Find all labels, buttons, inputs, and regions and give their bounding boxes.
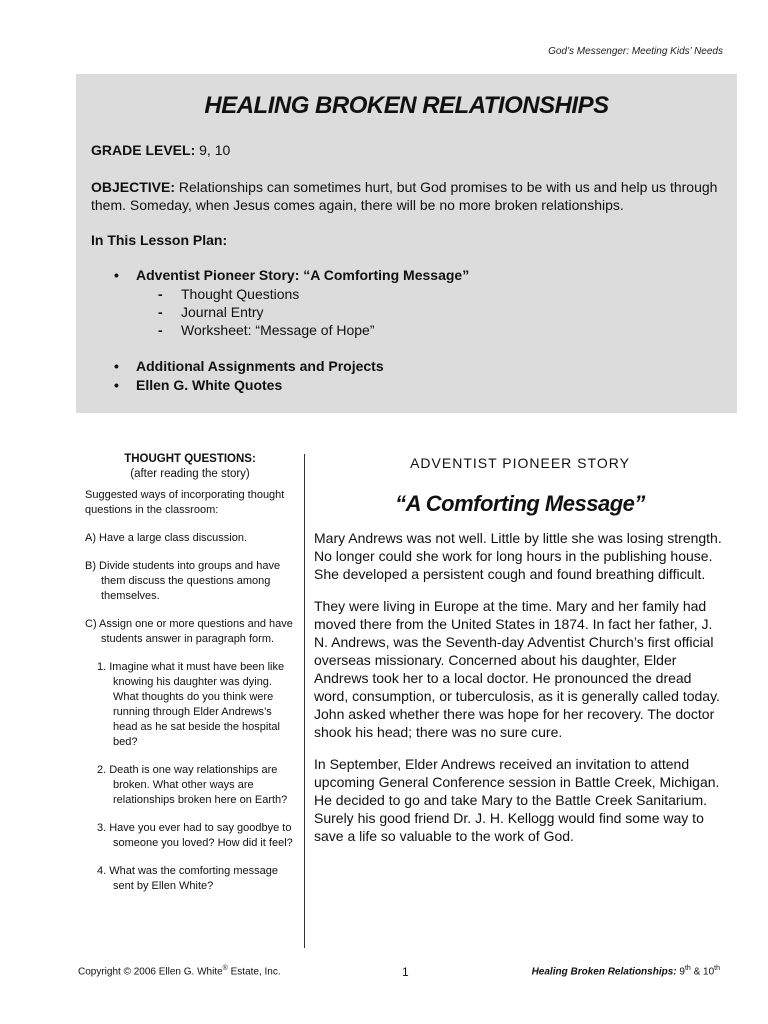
thought-questions-intro: Suggested ways of incorporating thought questions in the classroom: <box>85 489 285 516</box>
objective-text: Relationships can sometimes hurt, but God promises to be with us and help us through them. Someday, when Jesus comes again, there will be no more broken relationships. <box>91 179 718 213</box>
thought-question: 1. Imagine what it must have been like knowing his daughter was dying. What thoughts do you think were running through Elder Andrews’s head as he sat beside the hospital bed? <box>97 661 285 748</box>
dash-icon: - <box>158 304 163 320</box>
copyright-notice: Copyright © 2006 Ellen G. White® Estate, Inc. <box>78 965 281 978</box>
bullet-icon: • <box>114 358 119 374</box>
classroom-option: B) Divide students into groups and have them discuss the questions among themselves. <box>85 560 281 602</box>
plan-bullet-item: • Adventist Pioneer Story: “A Comforting Message” <box>114 267 470 283</box>
grade-level <box>91 142 230 158</box>
plan-bullet-item: • Additional Assignments and Projects <box>114 358 384 374</box>
thought-question: 3. Have you ever had to say goodbye to someone you loved? How did it feel? <box>97 822 293 849</box>
plan-bullet-item: • Ellen G. White Quotes <box>114 377 283 393</box>
grade-level-label: GRADE LEVEL: <box>91 142 196 158</box>
story-paragraph: Mary Andrews was not well. Little by little she was losing strength. No longer could she work for long hours in the publishing house. She developed a persistent cough and found breathing difficult. <box>314 530 722 582</box>
column-divider <box>304 454 305 948</box>
lesson-plan-heading: In This Lesson Plan: <box>91 232 228 248</box>
thought-question: 4. What was the comforting message sent by Ellen White? <box>97 865 278 892</box>
thought-questions-subheading: (after reading the story) <box>130 468 250 480</box>
page-number: 1 <box>402 965 409 979</box>
thought-questions-column <box>85 452 295 907</box>
objective <box>91 178 731 214</box>
dash-icon: - <box>158 286 163 302</box>
classroom-option: A) Have a large class discussion. <box>85 532 248 544</box>
thought-questions-heading: THOUGHT QUESTIONS: <box>124 453 256 465</box>
lesson-title: HEALING BROKEN RELATIONSHIPS <box>204 92 609 119</box>
story-paragraph: They were living in Europe at the time. Mary and her family had moved there from the United States in 1874. In fact her father, J. N. Andrews, was the Seventh-day Adventist Church’s first official overseas missionary. Concerned about his daughter, Elder Andrews took her to a local doctor. He pronounced the dread word, consumption, or tuberculosis, as it is generally called today. John asked whether there was hope for her recovery. The doctor shook his head; there was no sure cure. <box>314 598 720 740</box>
plan-sub-item: - Journal Entry <box>158 304 264 320</box>
plan-sub-item: - Thought Questions <box>158 286 300 302</box>
grade-level-value: 9, 10 <box>199 142 231 158</box>
bullet-icon: • <box>114 267 119 283</box>
story-section-label: ADVENTIST PIONEER STORY <box>410 455 630 471</box>
pioneer-story-column <box>314 452 726 845</box>
footer-lesson-name: Healing Broken Relationships: 9th & 10th <box>531 965 720 978</box>
story-paragraph: In September, Elder Andrews received an invitation to attend upcoming General Conference session in Battle Creek, Michigan. He decided to go and take Mary to the Battle Creek Sanitarium. Surely his good friend Dr. J. H. Kellogg would find some way to save a life so valuable to the work of God. <box>314 756 720 844</box>
bullet-icon: • <box>114 377 119 393</box>
thought-question: 2. Death is one way relationships are broken. What other ways are relationships broken here on Earth? <box>97 764 288 806</box>
running-header: God’s Messenger: Meeting Kids’ Needs <box>548 46 723 57</box>
story-title: “A Comforting Message” <box>395 491 645 516</box>
lesson-summary-box <box>76 74 737 413</box>
objective-label: OBJECTIVE: <box>91 179 176 195</box>
plan-sub-item: - Worksheet: “Message of Hope” <box>158 322 375 338</box>
dash-icon: - <box>158 322 163 338</box>
classroom-option: C) Assign one or more questions and have students answer in paragraph form. <box>85 618 293 645</box>
